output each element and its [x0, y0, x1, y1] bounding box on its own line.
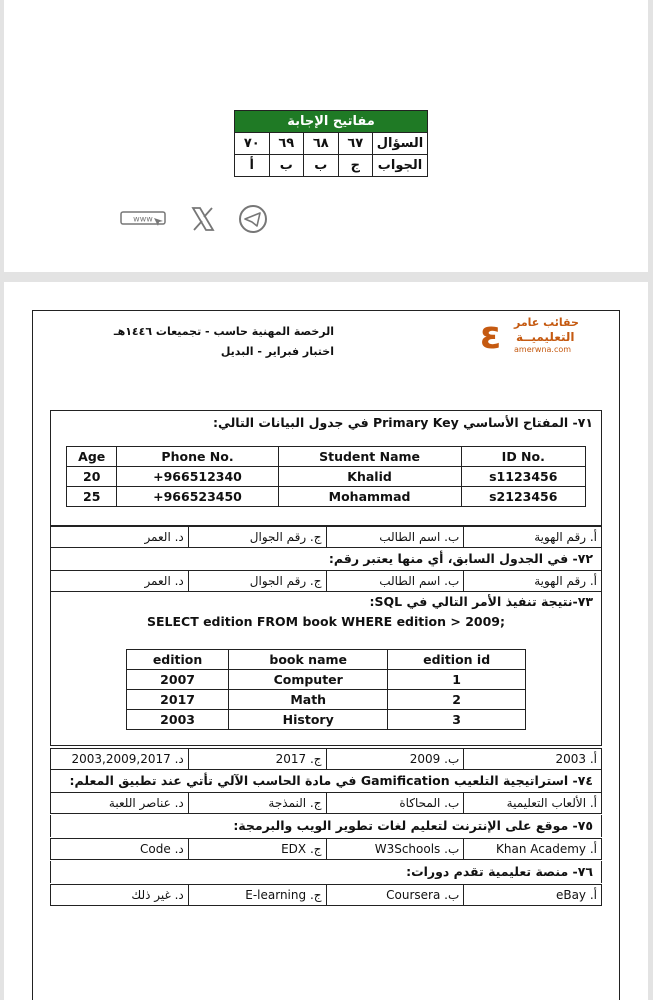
option-d[interactable]: د. العمر [144, 574, 184, 588]
question-73-text: ٧٣-نتيجة تنفيذ الأمر التالي في SQL: [369, 594, 593, 609]
option-a[interactable]: أ. eBay [463, 885, 601, 905]
table-cell: 2007 [127, 670, 229, 690]
answer-label: الجواب [373, 155, 428, 177]
table-header: edition [127, 650, 229, 670]
question-75-text: ٧٥- موقع على الإنترنت لتعليم لغات تطوير الويب والبرمجة: [50, 815, 602, 837]
exam-subtitle: اختبار فبراير - البديل [220, 345, 334, 358]
option-b[interactable]: ب. W3Schools [326, 839, 464, 859]
table-header: Student Name [278, 447, 461, 467]
table-cell: 1 [388, 670, 526, 690]
option-b[interactable]: ب. المحاكاة [326, 793, 464, 813]
question-72-options [50, 570, 602, 592]
option-c[interactable]: ج. رقم الجوال [188, 527, 326, 547]
table-cell: History [229, 710, 388, 730]
question-73-options [50, 748, 602, 770]
question-72-text: ٧٢- في الجدول السابق، أي منها يعتبر رقم: [50, 548, 602, 570]
option-b[interactable]: ب. اسم الطالب [326, 527, 464, 547]
web-icon[interactable] [120, 210, 168, 228]
table-cell: 2003 [127, 710, 229, 730]
table-cell: s1123456 [461, 467, 585, 487]
table-header: edition id [388, 650, 526, 670]
answer-key-title: مفاتيح الإجابة [235, 111, 428, 133]
answer-key-card [4, 0, 648, 272]
question-74-text: ٧٤- استراتيجية التلعيب Gamification في مادة الحاسب الآلي تأتي عند تطبيق المعلم: [50, 770, 602, 792]
option-d[interactable]: د. غير ذلك [131, 888, 184, 902]
question-75-options [50, 838, 602, 860]
logo-mark-icon: ε [480, 313, 502, 357]
answer-letter: ج [338, 155, 373, 177]
table-cell: Computer [229, 670, 388, 690]
option-d[interactable]: د. العمر [144, 530, 184, 544]
question-number: ٦٩ [269, 133, 304, 155]
exam-page [4, 282, 648, 1000]
table-cell: 25 [67, 487, 117, 507]
question-76-text: ٧٦- منصة تعليمية تقدم دورات: [50, 861, 602, 883]
option-c[interactable]: ج. EDX [188, 839, 326, 859]
table-cell: Mohammad [278, 487, 461, 507]
option-c[interactable]: ج. النمذجة [188, 793, 326, 813]
answer-letter: ب [269, 155, 304, 177]
option-c[interactable]: ج. 2017 [188, 749, 326, 769]
option-d[interactable]: د. 2003,2009,2017 [71, 752, 184, 766]
table-header: Age [67, 447, 117, 467]
table-header: Phone No. [117, 447, 278, 467]
option-a[interactable]: أ. الألعاب التعليمية [463, 793, 601, 813]
x-icon[interactable] [190, 206, 216, 232]
answer-letter: أ [235, 155, 270, 177]
table-header: ID No. [461, 447, 585, 467]
table-cell: +966523450 [117, 487, 278, 507]
question-74-options [50, 792, 602, 814]
logo [480, 314, 590, 358]
table-header: book name [229, 650, 388, 670]
option-b[interactable]: ب. Coursera [326, 885, 464, 905]
option-a[interactable]: أ. رقم الهوية [463, 527, 601, 547]
www-label: www [133, 214, 153, 224]
option-b[interactable]: ب. 2009 [326, 749, 464, 769]
option-d[interactable]: د. Code [140, 842, 184, 856]
question-number: ٦٨ [304, 133, 339, 155]
option-d[interactable]: د. عناصر اللعبة [108, 796, 184, 810]
option-c[interactable]: ج. E-learning [188, 885, 326, 905]
table-cell: +966512340 [117, 467, 278, 487]
answer-key-table [234, 110, 428, 177]
table-cell: Khalid [278, 467, 461, 487]
option-c[interactable]: ج. رقم الجوال [188, 571, 326, 591]
question-number: ٦٧ [338, 133, 373, 155]
question-label: السؤال [373, 133, 428, 155]
books-table [126, 649, 526, 730]
option-b[interactable]: ب. اسم الطالب [326, 571, 464, 591]
table-cell: Math [229, 690, 388, 710]
question-number: ٧٠ [235, 133, 270, 155]
students-table [66, 446, 586, 507]
option-a[interactable]: أ. 2003 [463, 749, 601, 769]
telegram-icon[interactable] [238, 204, 268, 234]
sql-statement: SELECT edition FROM book WHERE edition > 2009; [146, 614, 505, 629]
option-a[interactable]: أ. رقم الهوية [463, 571, 601, 591]
social-icons [120, 204, 268, 234]
table-cell: 2 [388, 690, 526, 710]
question-71-text: ٧١- المفتاح الأساسي Primary Key في جدول البيانات التالي: [212, 415, 593, 430]
table-cell: 2017 [127, 690, 229, 710]
exam-header [94, 322, 334, 362]
option-a[interactable]: أ. Khan Academy [463, 839, 601, 859]
logo-line1: حقائب عامر [514, 316, 579, 329]
question-76-options [50, 884, 602, 906]
exam-title: الرخصة المهنية حاسب - تجميعات ١٤٤٦هـ [113, 325, 334, 338]
answer-letter: ب [304, 155, 339, 177]
logo-line2: التعليميــة [516, 330, 575, 344]
table-cell: s2123456 [461, 487, 585, 507]
question-71-options [50, 526, 602, 548]
table-cell: 3 [388, 710, 526, 730]
table-cell: 20 [67, 467, 117, 487]
logo-url: amerwna.com [514, 345, 572, 354]
